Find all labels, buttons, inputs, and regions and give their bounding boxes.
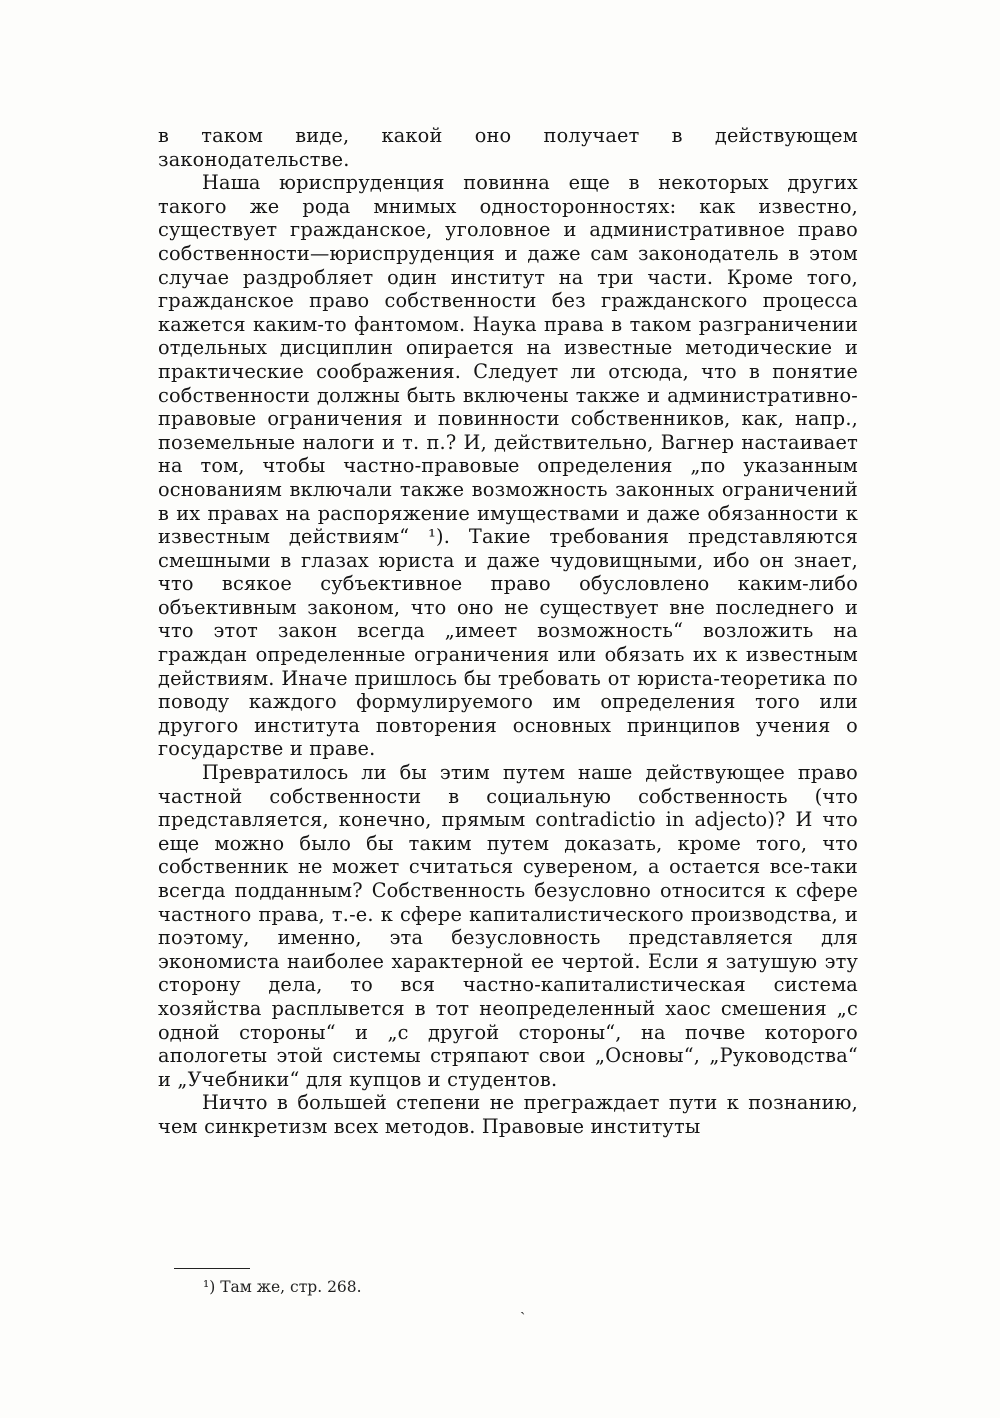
paragraph-4: Ничто в большей степени не преграждает пути к познанию, чем синкретизм всех методов. Правовые институты (158, 1091, 858, 1138)
paragraph-1: в таком виде, какой оно получает в действующем законодательстве. (158, 124, 858, 171)
footnote-rule (174, 1268, 250, 1269)
footnote: ¹) Там же, стр. 268. (203, 1278, 362, 1296)
body-text (158, 124, 858, 1139)
paragraph-3: Превратилось ли бы этим путем наше действующее право частной собственности в социальную собственность (что представляется, конечно, прямым contradictio in adjecto)? И что еще можно было бы таким путем доказать, кроме того, что собственник не может считаться сувереном, а остается все-таки всегда подданным? Собственность безусловно относится к сфере частного права, т.-е. к сфере капиталистического производства, и поэтому, именно, эта безусловность представляется для экономиста наиболее характерной ее чертой. Если я затушую эту сторону дела, то вся частно-капиталистическая система хозяйства расплывется в тот неопределенный хаос смешения „с одной стороны“ и „с другой стороны“, на почве которого апологеты этой системы стряпают свои „Основы“, „Руководства“ и „Учебники“ для купцов и студентов. (158, 761, 858, 1091)
paragraph-2: Наша юриспруденция повинна еще в некоторых других такого же рода мнимых односторонностях: как известно, существует гражданское, уголовное и административное право собственности—юриспруденция и даже сам законодатель в этом случае раздробляет один институт на три части. Кроме того, гражданское право собственности без гражданского процесса кажется каким-то фантомом. Наука права в таком разграничении отдельных дисциплин опирается на известные методические и практические соображения. Следует ли отсюда, что в понятие собственности должны быть включены также и административно-правовые ограничения и повинности собственников, как, напр., поземельные налоги и т. п.? И, действительно, Вагнер настаивает на том, чтобы частно-правовые определения „по указанным основаниям включали также возможность законных ограничений в их правах на распоряжение имуществами и даже обязанности к известным действиям“ ¹). Такие требования представляются смешными в глазах юриста и даже чудовищными, ибо он знает, что всякое субъективное право обусловлено каким-либо объективным законом, что оно не существует вне последнего и что этот закон всегда „имеет возможность“ возложить на граждан определенные ограничения или обязать их к известным действиям. Иначе пришлось бы требовать от юриста-теоретика по поводу каждого формулируемого им определения того или другого института повторения основных принципов учения о государстве и праве. (158, 171, 858, 761)
stray-pencil-mark: ˏ (520, 1296, 526, 1315)
